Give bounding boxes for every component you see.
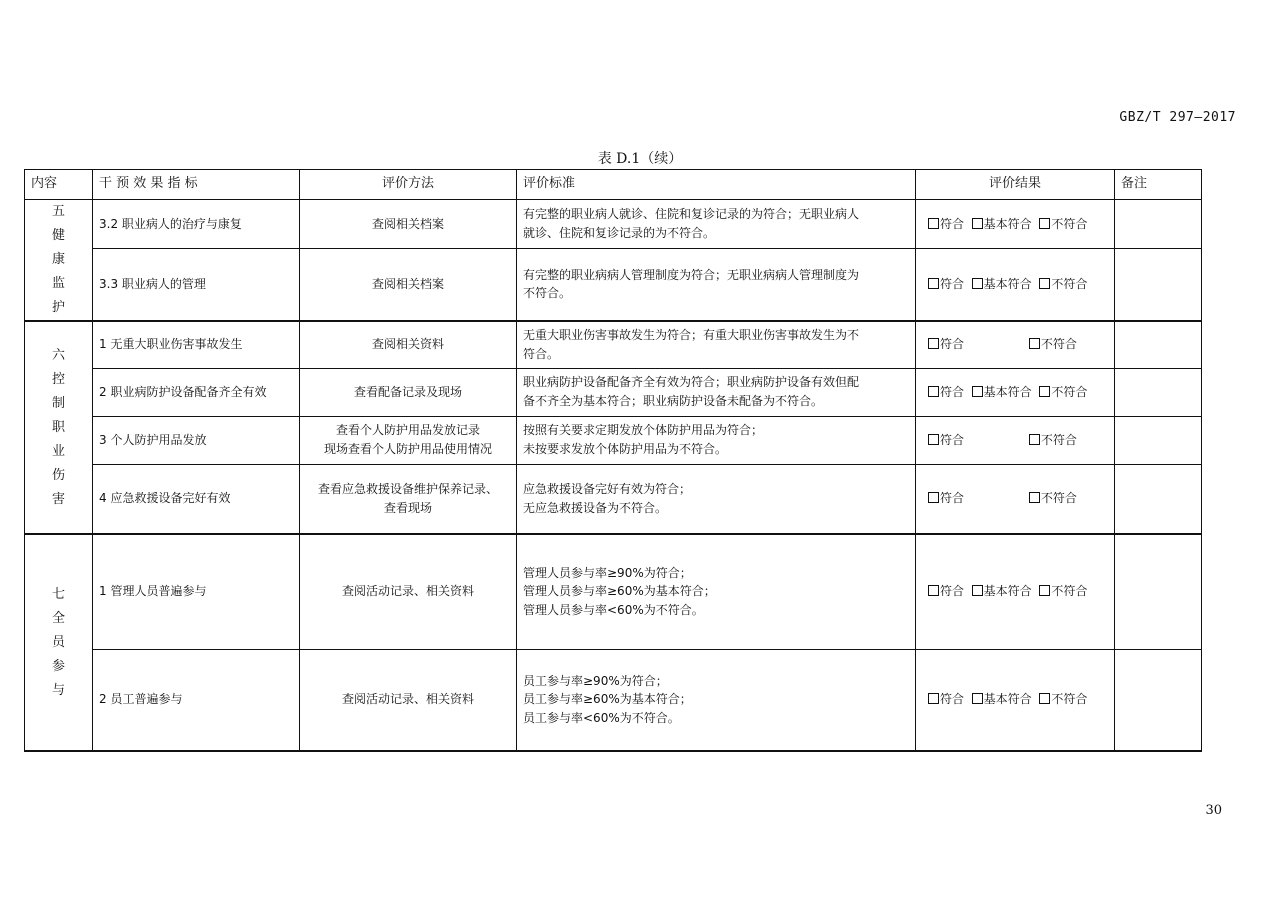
table-title: 表 D.1（续）: [597, 151, 683, 167]
result-cell: 符合 基本符合 不符合: [916, 248, 1115, 321]
method-cell: 查看个人防护用品发放记录 现场查看个人防护用品使用情况: [300, 416, 517, 464]
result-cell: 符合 不符合: [916, 416, 1115, 464]
header-result: 评价结果: [916, 170, 1115, 200]
header-remark: 备注: [1115, 170, 1202, 200]
remark-cell: [1115, 649, 1202, 751]
table-row: [25, 248, 1202, 321]
checkbox-basic[interactable]: [972, 585, 983, 596]
result-cell: 符合 不符合: [916, 321, 1115, 368]
indicator-cell: 2 员工普遍参与: [93, 649, 300, 751]
method-cell: 查阅活动记录、相关资料: [300, 649, 517, 751]
group-label-health-monitoring: 五 健 康 监 护: [25, 200, 93, 322]
indicator-cell: 3.3 职业病人的管理: [93, 248, 300, 321]
header-content: 内容: [25, 170, 93, 200]
remark-cell: [1115, 534, 1202, 649]
method-cell: 查阅相关档案: [300, 200, 517, 249]
method-cell: 查看配备记录及现场: [300, 368, 517, 416]
indicator-cell: 3 个人防护用品发放: [93, 416, 300, 464]
remark-cell: [1115, 321, 1202, 368]
checkbox-basic[interactable]: [972, 386, 983, 397]
result-cell: 符合 基本符合 不符合: [916, 534, 1115, 649]
standard-cell: 按照有关要求定期发放个体防护用品为符合； 未按要求发放个体防护用品为不符合。: [517, 416, 916, 464]
standard-cell: 职业病防护设备配备齐全有效为符合；职业病防护设备有效但配 备不齐全为基本符合；职业病防护设备未配备为不符合。: [517, 368, 916, 416]
table-row: [25, 416, 1202, 464]
indicator-cell: 4 应急救援设备完好有效: [93, 464, 300, 534]
header-standard: 评价标准: [517, 170, 916, 200]
group-label-full-participation: 七 全 员 参 与: [25, 534, 93, 751]
result-cell: 符合 基本符合 不符合: [916, 200, 1115, 249]
result-cell: 符合 基本符合 不符合: [916, 649, 1115, 751]
standard-cell: 员工参与率≥90%为符合； 员工参与率≥60%为基本符合； 员工参与率<60%为不符合。: [517, 649, 916, 751]
indicator-cell: 3.2 职业病人的治疗与康复: [93, 200, 300, 249]
table-row: [25, 464, 1202, 534]
header-method: 评价方法: [300, 170, 517, 200]
checkbox-fail[interactable]: [1029, 434, 1040, 445]
standard-cell: 无重大职业伤害事故发生为符合；有重大职业伤害事故发生为不 符合。: [517, 321, 916, 368]
page-number: 30: [1205, 803, 1222, 818]
checkbox-basic[interactable]: [972, 278, 983, 289]
indicator-cell: 2 职业病防护设备配备齐全有效: [93, 368, 300, 416]
checkbox-pass[interactable]: [928, 585, 939, 596]
standard-code: GBZ/T 297—2017: [1119, 110, 1236, 125]
table-header-row: [25, 170, 1202, 200]
method-cell: 查阅相关资料: [300, 321, 517, 368]
method-cell: 查看应急救援设备维护保养记录、 查看现场: [300, 464, 517, 534]
result-cell: 符合 不符合: [916, 464, 1115, 534]
checkbox-fail[interactable]: [1039, 585, 1050, 596]
method-cell: 查阅活动记录、相关资料: [300, 534, 517, 649]
remark-cell: [1115, 248, 1202, 321]
method-cell: 查阅相关档案: [300, 248, 517, 321]
checkbox-basic[interactable]: [972, 218, 983, 229]
indicator-cell: 1 管理人员普遍参与: [93, 534, 300, 649]
checkbox-fail[interactable]: [1039, 278, 1050, 289]
remark-cell: [1115, 200, 1202, 249]
standard-cell: 管理人员参与率≥90%为符合； 管理人员参与率≥60%为基本符合； 管理人员参与率<60%为不符合。: [517, 534, 916, 649]
remark-cell: [1115, 368, 1202, 416]
checkbox-basic[interactable]: [972, 693, 983, 704]
checkbox-fail[interactable]: [1039, 693, 1050, 704]
evaluation-table: [24, 169, 1202, 752]
group-label-injury-control: 六 控 制 职 业 伤 害: [25, 321, 93, 534]
table-row: [25, 649, 1202, 751]
checkbox-pass[interactable]: [928, 492, 939, 503]
indicator-cell: 1 无重大职业伤害事故发生: [93, 321, 300, 368]
checkbox-fail[interactable]: [1029, 338, 1040, 349]
table-row: [25, 534, 1202, 649]
checkbox-fail[interactable]: [1039, 218, 1050, 229]
header-indicator: 干 预 效 果 指 标: [93, 170, 300, 200]
checkbox-pass[interactable]: [928, 386, 939, 397]
standard-cell: 有完整的职业病人就诊、住院和复诊记录的为符合；无职业病人 就诊、住院和复诊记录的为不符合。: [517, 200, 916, 249]
result-cell: 符合 基本符合 不符合: [916, 368, 1115, 416]
table-row: [25, 321, 1202, 368]
table-row: [25, 200, 1202, 249]
checkbox-fail[interactable]: [1029, 492, 1040, 503]
standard-cell: 应急救援设备完好有效为符合； 无应急救援设备为不符合。: [517, 464, 916, 534]
remark-cell: [1115, 416, 1202, 464]
remark-cell: [1115, 464, 1202, 534]
checkbox-pass[interactable]: [928, 434, 939, 445]
checkbox-pass[interactable]: [928, 693, 939, 704]
checkbox-pass[interactable]: [928, 338, 939, 349]
checkbox-pass[interactable]: [928, 278, 939, 289]
checkbox-fail[interactable]: [1039, 386, 1050, 397]
checkbox-pass[interactable]: [928, 218, 939, 229]
table-row: [25, 368, 1202, 416]
standard-cell: 有完整的职业病病人管理制度为符合；无职业病病人管理制度为 不符合。: [517, 248, 916, 321]
